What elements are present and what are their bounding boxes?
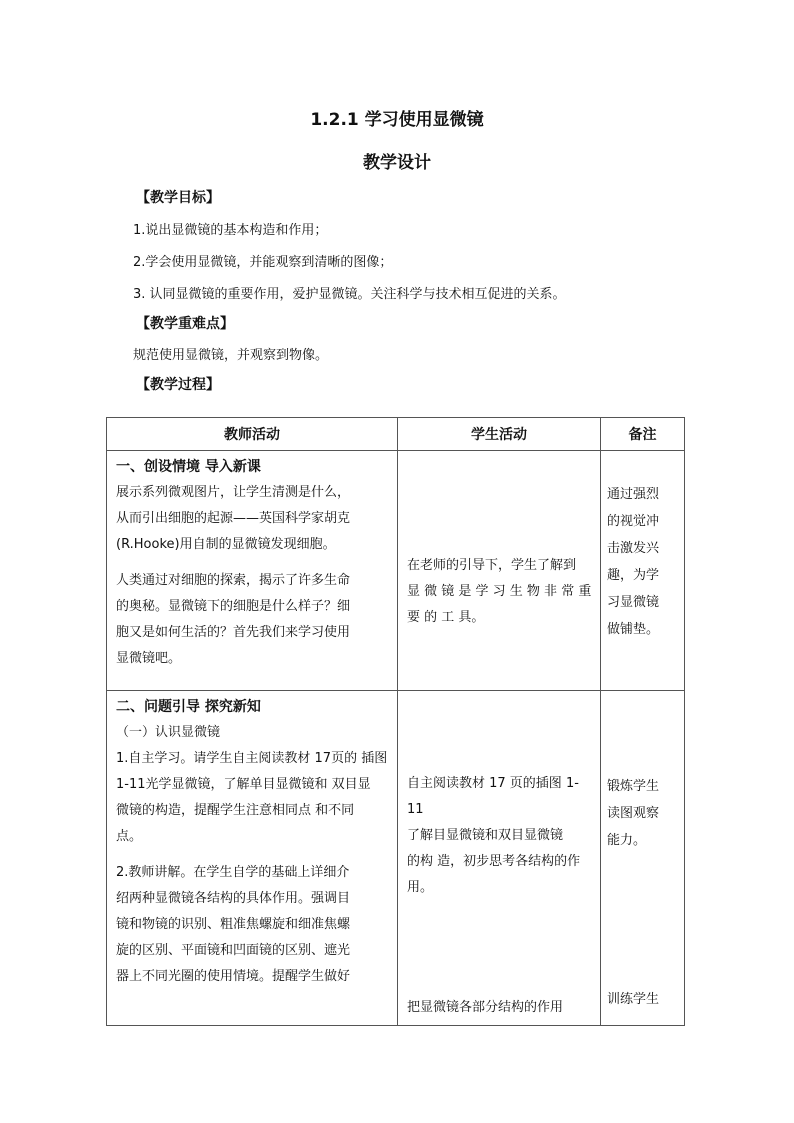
text-line: 从而引出细胞的起源——英国科学家胡克	[116, 511, 351, 526]
text-line: 2.教师讲解。在学生自学的基础上详细介	[116, 865, 350, 880]
column-header-student: 学生活动	[398, 418, 601, 451]
text-line: 了解目显微镜和双目显微镜	[407, 828, 564, 843]
text-line: 显微镜吧。	[116, 651, 182, 666]
text-line: 用。	[407, 880, 434, 895]
stage-heading: 二、问题引导 探究新知	[116, 699, 261, 715]
objective-item: 2.学会使用显微镜，并能观察到清晰的图像；	[133, 255, 393, 270]
text-line: 旋的区别、平面镜和凹面镜的区别、遮光	[116, 943, 351, 958]
text-line: 的视觉冲	[607, 514, 660, 529]
text-line: 要 的 工 具。	[407, 610, 485, 625]
text-line: 击激发兴	[607, 541, 660, 556]
text-line: 人类通过对细胞的探索，揭示了许多生命	[116, 573, 351, 588]
text-line: 器上不同光圈的使用情境。提醒学生做好	[116, 969, 351, 984]
key-points-text: 规范使用显微镜，并观察到物像。	[133, 348, 329, 363]
text-line: 的奥秘。显微镜下的细胞是什么样子？细	[116, 599, 351, 614]
objective-item: 1.说出显微镜的基本构造和作用；	[133, 223, 328, 238]
text-line: 能力。	[607, 833, 647, 848]
text-line: 1.自主学习。请学生自主阅读教材 17页的 插图	[116, 751, 388, 766]
text-line: 做铺垫。	[607, 622, 660, 637]
text-line: 读图观察	[607, 806, 660, 821]
text-line: 的构 造，初步思考各结构的作	[407, 854, 581, 869]
table-row	[107, 451, 685, 691]
teacher-activity-cell	[107, 691, 398, 1026]
teacher-activity-cell	[107, 451, 398, 691]
text-line: 镜和物镜的识别、粗准焦螺旋和细准焦螺	[116, 917, 351, 932]
objectives-heading: 【教学目标】	[136, 190, 220, 206]
text-line: (R.Hooke)用自制的显微镜发现细胞。	[116, 537, 336, 552]
table-row	[107, 691, 685, 1026]
text-line: 训练学生	[607, 992, 660, 1007]
text-line: 自主阅读教材 17 页的插图 1-11	[407, 776, 579, 817]
text-line: 1-11光学显微镜，了解单目显微镜和 双目显	[116, 777, 371, 792]
text-line: 通过强烈	[607, 487, 660, 502]
text-line: 微镜的构造，提醒学生注意相同点 和不同	[116, 803, 355, 818]
key-points-heading: 【教学重难点】	[136, 316, 234, 332]
process-table	[106, 417, 685, 1026]
text-line: 展示系列微观图片，让学生清测是什么，	[116, 485, 351, 500]
text-line: 绍两种显微镜各结构的具体作用。强调目	[116, 891, 351, 906]
column-header-remark: 备注	[601, 418, 685, 451]
document-title: 1.2.1 学习使用显微镜	[310, 110, 484, 130]
remark-cell	[601, 451, 685, 691]
document-subtitle: 教学设计	[363, 153, 431, 173]
text-line: 习显微镜	[607, 595, 660, 610]
sub-heading: （一）认识显微镜	[116, 725, 221, 740]
stage-heading: 一、创设情境 导入新课	[116, 459, 261, 475]
text-line: 在老师的引导下，学生了解到	[407, 558, 577, 573]
text-line: 显 微 镜 是 学 习 生 物 非 常 重	[407, 584, 592, 599]
text-line: 点。	[116, 829, 143, 844]
remark-cell	[601, 691, 685, 1026]
process-heading: 【教学过程】	[136, 377, 220, 393]
student-activity-cell	[398, 691, 601, 1026]
student-activity-cell	[398, 451, 601, 691]
column-header-teacher: 教师活动	[107, 418, 398, 451]
objective-item: 3. 认同显微镜的重要作用，爱护显微镜。关注科学与技术相互促进的关系。	[133, 287, 566, 302]
text-line: 胞又是如何生活的？首先我们来学习使用	[116, 625, 351, 640]
text-line: 把显微镜各部分结构的作用	[407, 1000, 564, 1015]
text-line: 锻炼学生	[607, 779, 660, 794]
table-header-row	[107, 418, 685, 451]
text-line: 趣，为学	[607, 568, 660, 583]
